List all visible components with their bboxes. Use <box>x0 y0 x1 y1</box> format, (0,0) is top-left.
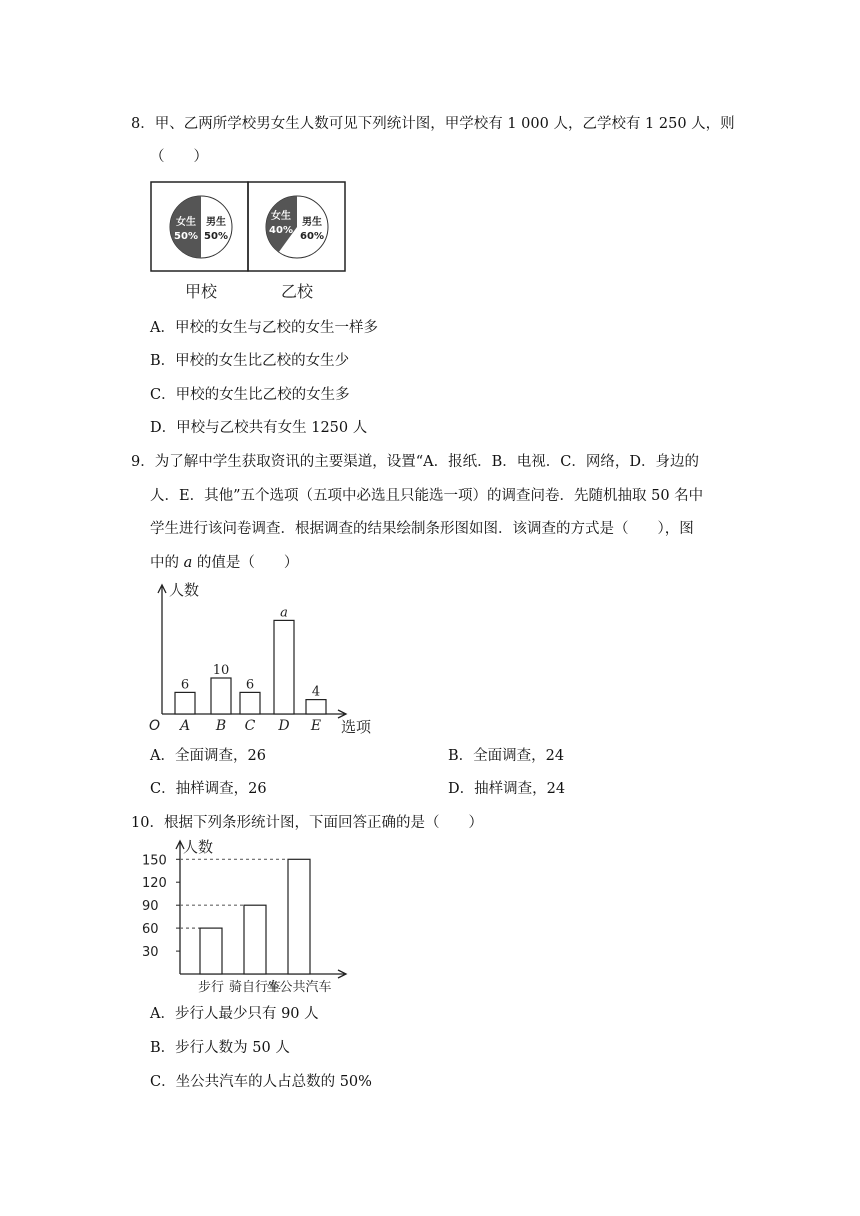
q9-option-c: C．抽样调查，26 <box>150 781 267 797</box>
q9-option-a: A．全面调查，26 <box>150 748 266 764</box>
x-tick-E: E <box>310 718 322 734</box>
x-tick-A: A <box>179 718 191 734</box>
data-label-B: 10 <box>212 663 230 678</box>
data-label-D: a <box>280 605 288 621</box>
q9-stem-line1: 9．为了解中学生获取资讯的主要渠道，设置“A．报纸．B．电视．C．网络，D．身边的 <box>131 454 699 470</box>
bar-D <box>274 620 294 714</box>
data-label-A: 6 <box>180 677 190 693</box>
data-label-E: 4 <box>311 684 321 700</box>
q8-pie-figure <box>150 181 350 305</box>
q10-option-b: B．步行人数为 50 人 <box>150 1040 290 1056</box>
q8-option-c: C．甲校的女生比乙校的女生多 <box>150 387 350 403</box>
q8-option-d: D．甲校与乙校共有女生 1250 人 <box>150 420 368 436</box>
q9-variable-a: a <box>183 555 193 571</box>
x-tick-坐公共汽车: 坐公共汽车 <box>266 980 332 995</box>
q10-bar-chart <box>140 836 360 996</box>
bar-B <box>211 678 231 714</box>
bar-C <box>240 692 260 714</box>
q9-option-b: B．全面调查，24 <box>448 748 565 764</box>
pie-b-male-pct: 60% <box>300 231 324 242</box>
data-label-C: 6 <box>245 677 255 693</box>
caption-school-a: 甲校 <box>184 282 218 301</box>
bar-步行 <box>200 928 222 974</box>
pie-b-female-pct: 40% <box>269 225 293 236</box>
pie-a-male-pct: 50% <box>204 231 228 242</box>
pie-a-female-pct: 50% <box>174 231 198 242</box>
q9-line4-post: 的值是（ ） <box>192 555 299 571</box>
y-tick-30: 30 <box>142 945 159 961</box>
caption-school-b: 乙校 <box>280 282 314 301</box>
pie-b-male-label: 男生 <box>302 217 322 228</box>
y-tick-150: 150 <box>142 853 167 869</box>
x-axis-label: 选项 <box>341 718 372 734</box>
x-tick-B: B <box>215 718 227 734</box>
pie-b-female-label: 女生 <box>271 211 291 222</box>
x-tick-C: C <box>244 718 256 734</box>
y-axis-label: 人数 <box>169 581 200 599</box>
y-tick-120: 120 <box>142 876 167 892</box>
q8-stem-line2: （ ） <box>150 149 208 165</box>
bar-A <box>175 692 195 714</box>
q10-stem: 10．根据下列条形统计图，下面回答正确的是（ ） <box>131 815 483 831</box>
x-tick-骑自行车: 骑自行车 <box>228 980 282 995</box>
q10-option-a: A．步行人最少只有 90 人 <box>150 1006 319 1022</box>
q10-option-c: C．坐公共汽车的人占总数的 50% <box>150 1074 372 1090</box>
bar-E <box>306 700 326 714</box>
q9-line4-pre: 中的 <box>150 555 184 571</box>
q8-stem-line1: 8．甲、乙两所学校男女生人数可见下列统计图，甲学校有 1 000 人，乙学校有 1 250 人，则 <box>131 116 735 132</box>
q9-stem-line2: 人．E．其他”五个选项（五项中必选且只能选一项）的调查问卷．先随机抽取 50 名中 <box>150 488 704 504</box>
bar-坐公共汽车 <box>288 859 310 974</box>
bar-骑自行车 <box>244 905 266 974</box>
x-tick-D: D <box>278 718 290 734</box>
q9-bar-chart <box>146 578 382 734</box>
pie-a-male-label: 男生 <box>206 217 226 228</box>
origin-label: O <box>149 718 161 734</box>
x-tick-步行: 步行 <box>197 980 225 995</box>
q9-stem-line3: 学生进行该问卷调查．根据调查的结果绘制条形图如图．该调查的方式是（ ），图 <box>150 521 694 537</box>
q9-stem-line4 <box>150 551 298 572</box>
q9-option-d: D．抽样调查，24 <box>448 781 566 797</box>
q8-option-a: A．甲校的女生与乙校的女生一样多 <box>150 320 378 336</box>
y-axis-label: 人数 <box>183 838 214 856</box>
q8-option-b: B．甲校的女生比乙校的女生少 <box>150 353 350 369</box>
y-tick-60: 60 <box>142 922 159 938</box>
y-tick-90: 90 <box>142 899 159 915</box>
pie-a-female-label: 女生 <box>176 217 196 228</box>
